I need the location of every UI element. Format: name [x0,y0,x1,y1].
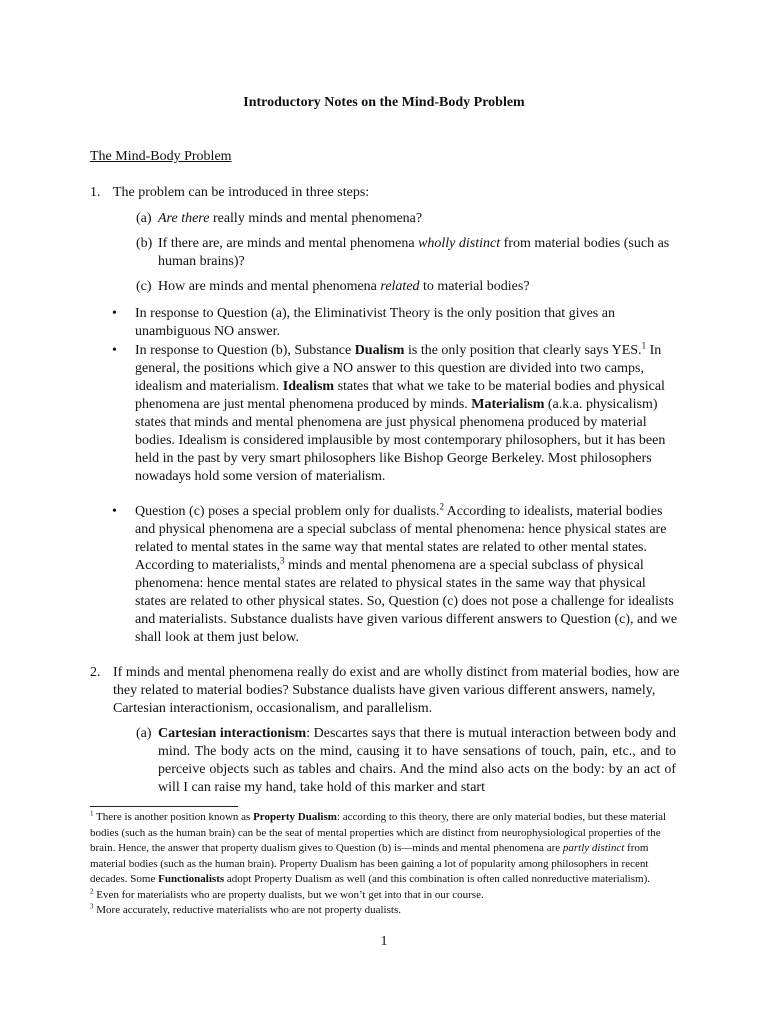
footnote-ref-3[interactable]: 3 [280,555,285,566]
footnote-divider [90,806,238,807]
bullet-icon: • [112,306,117,321]
term-functionalists: Functionalists [158,873,225,885]
question-label: (c) [136,279,152,294]
footnotes [90,810,676,919]
item-number: 2. [90,665,101,680]
page-number: 1 [380,934,388,949]
question-label: (b) [136,236,153,251]
emphasis: wholly distinct [418,236,501,251]
question-text: How are minds and mental phenomena related to material bodies? [158,279,530,294]
term-materialism: Materialism [471,397,545,412]
answer-text: Cartesian interactionism: Descartes says that there is mutual interaction between body and mind. The body acts on the mind, causing it to have sensations of touch, pain, etc., and to perceive objects such as tables and chairs. And the mind also acts on the body: by an act of will I can raise my hand, take hold of this marker and start [158,726,676,795]
bullet-icon: • [112,504,117,519]
term-property-dualism: Property Dualism [253,811,337,823]
footnote-ref-1[interactable]: 1 [641,340,647,351]
term-cartesian-interactionism: Cartesian interactionism [158,726,307,741]
item-text: The problem can be introduced in three steps: [113,185,370,200]
bullet-text: In response to Question (a), the Eliminativist Theory is the only position that gives an unambiguous NO answer. [135,306,615,339]
footnote-ref-2[interactable]: 2 [439,501,444,512]
section-heading: The Mind-Body Problem [90,149,232,164]
footnote-1: $^1$ There is another position known as Property Dualism: according to this theory, there are only material bodies, but these material bodies (such as the human brain) can be the seat of mental properties which are distinct from neurophysiological properties of the brain. Hence, the answer that property dualism gives to Question (b) is—minds and mental phenomena are partly distinct from material bodies (such as the human brain). Property Dualism has been gaining a lot of popularity among philosophers in recent decades. Some Functionalists adopt Property Dualism as well (and this combination is often called nonreductive materialism). [90,809,667,885]
emphasis: Are there [158,211,210,226]
document-title: Introductory Notes on the Mind-Body Problem [243,95,525,110]
item-text: If minds and mental phenomena really do exist and are wholly distinct from material bodies, how are they related to material bodies? Substance dualists have given various different answers, namely, Cartesian interactionism, occasionalism, and parallelism. [113,665,680,716]
term-dualism: Dualism [354,343,405,358]
bullet-text: Question (c) poses a special problem only for dualists.$^2$ According to idealists, material bodies and physical phenomena are a special subclass of mental phenomena: hence physical states are related to mental states in the same way that mental states are related to other mental states. According to materialists,$^3$ minds and mental phenomena are a special subclass of physical phenomena: hence mental states are related to physical states in the same way that physical states are related to other physical states. So, Question (c) does not pose a challenge for idealists and materialists. Substance dualists have given various different answers to Question (c), and we shall look at them just below. [135,501,678,645]
question-label: (a) [136,211,152,226]
footnote-2: $^2$ Even for materialists who are property dualists, but we won’t get into that in our course. [90,886,484,901]
bullet-text: In response to Question (b), Substance Dualism is the only position that clearly says YES.$^1$ In general, the positions which give a NO answer to this question are divided into two camps, idealism and materialism. Idealism states that what we take to be material bodies and physical phenomena are just mental phenomena produced by minds. Materialism (a.k.a. physicalism) states that minds and mental phenomena are just physical phenomena produced by material bodies. Idealism is considered implausible by most contemporary philosophers, but it has been held in the past by very smart philosophers like Bishop George Berkeley. Most philosophers nowadays hold some version of materialism. [135,340,666,484]
question-text: Are there really minds and mental phenomena? [158,211,423,226]
question-text: If there are, are minds and mental phenomena wholly distinct from material bodies (such as human brains)? [158,236,670,269]
item-number: 1. [90,185,101,200]
bullet-icon: • [112,343,117,358]
footnote-3: $^3$ More accurately, reductive materialists who are not property dualists. [90,902,401,916]
term-idealism: Idealism [282,379,335,394]
emphasis: related [380,279,420,294]
answer-label: (a) [136,726,152,741]
